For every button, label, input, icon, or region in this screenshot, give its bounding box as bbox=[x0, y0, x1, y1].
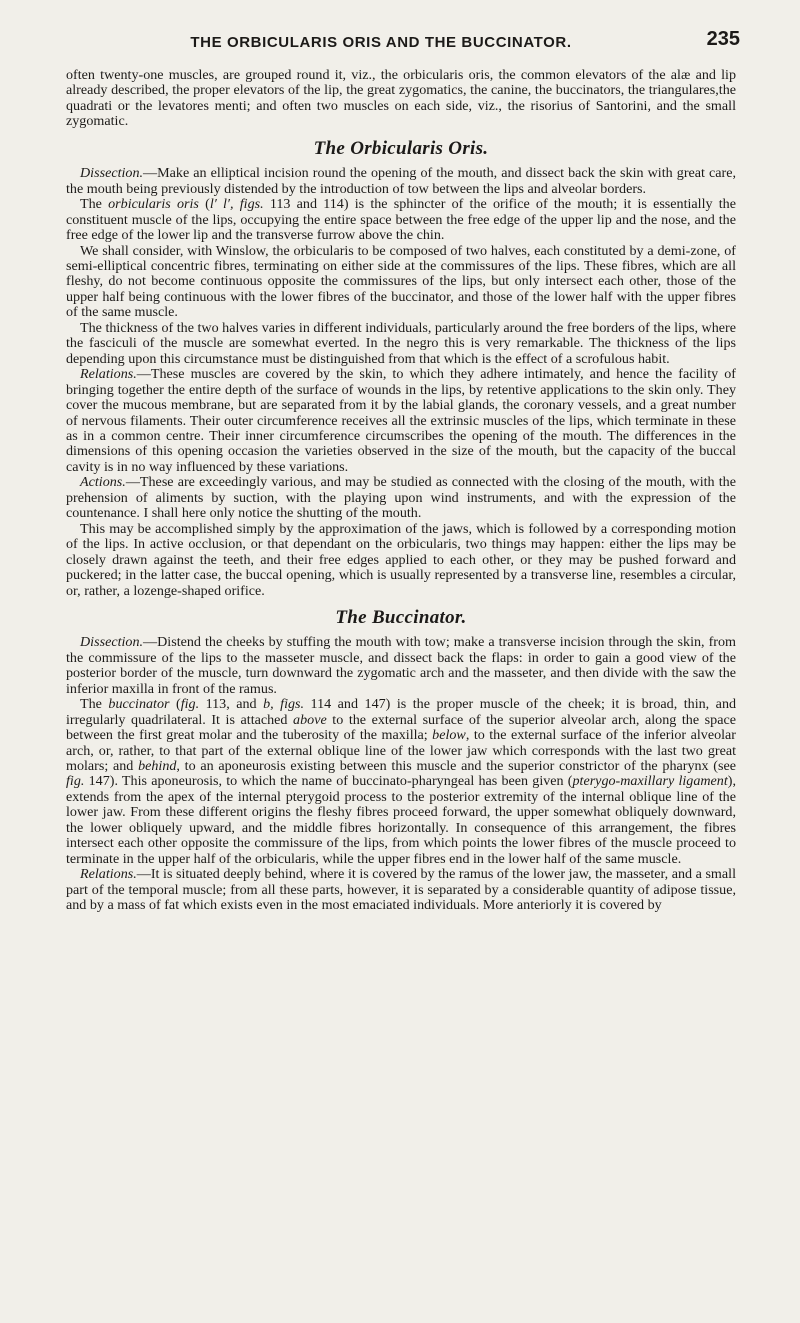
relations-label: Relations. bbox=[80, 866, 137, 883]
orbicularis-paragraph-1 bbox=[66, 197, 736, 243]
text-run: The bbox=[80, 696, 109, 713]
page-number: 235 bbox=[706, 28, 740, 50]
muscle-name: buccinator bbox=[108, 696, 170, 713]
text-run: 113, and bbox=[199, 696, 264, 713]
running-title: THE ORBICULARIS ORIS AND THE BUCCINATOR. bbox=[190, 34, 572, 51]
text-run: 147). This aponeurosis, to which the name of buccinato-pharyngeal has been given ( bbox=[84, 773, 573, 790]
text-run: ( bbox=[169, 696, 181, 713]
buccinator-dissection bbox=[66, 635, 736, 697]
orbicularis-dissection bbox=[66, 166, 736, 197]
relations-label: Relations. bbox=[80, 366, 137, 383]
figure-reference: l′ l′, figs. bbox=[209, 196, 264, 213]
page-body bbox=[66, 68, 736, 914]
dissection-label: Dissection. bbox=[80, 165, 144, 182]
emphasis: above bbox=[293, 711, 327, 728]
text-run: The bbox=[80, 196, 109, 213]
emphasis: behind bbox=[138, 758, 177, 775]
text-run: , to the external surface of the inferior alveolar arch, or, rather, to that part of the external oblique line of the lower jaw which corresponds with the last two great molars; and bbox=[66, 727, 736, 775]
orbicularis-paragraph-2: We shall consider, with Winslow, the orbicularis to be composed of two halves, each constituted by a demi-zone, of semi-elliptical concentric fibres, terminating on either side at the commissures of the lips. These fibres, which are all fleshy, do not become continuous opposite the commissures of the lips, but only intersect each other, those of the upper half being continuous with the lower fibres of the buccinator, and those of the lower half with the upper fibres of the same muscle. bbox=[66, 242, 736, 321]
text-run: to the external surface of the superior alveolar arch, along the space between the first great molar and the tuberosity of the maxilla; bbox=[66, 711, 736, 744]
figure-reference: b, figs. bbox=[263, 696, 305, 713]
orbicularis-paragraph-3: The thickness of the two halves varies in different individuals, particularly around the free borders of the lips, where the fasciculi of the muscle are somewhat everted. In the negro this is very remarkable. The thickness of the lips depending upon this circumstance must be distinguished from that which is the effect of a scrofulous habit. bbox=[66, 319, 736, 367]
dissection-text: —Distend the cheeks by stuffing the mouth with tow; make a transverse incision through the skin, from the commissure of the lips to the masseter muscle, and dissect back the flaps: in order to gain a good view of the posterior border of the muscle, turn downward the zygomatic arch and the masseter, and then divide with the saw the inferior maxilla in front of the ramus. bbox=[66, 634, 736, 697]
text-run: 114 and 147) is the proper muscle of the cheek; it is broad, thin, and irregularly quadrilateral. It is attached bbox=[66, 696, 737, 728]
intro-paragraph: often twenty-one muscles, are grouped round it, viz., the orbicularis oris, the common elevators of the alæ and lip already described, the proper elevators of the lip, the great zygomatics, the canine, the buccinators, the triangulares,the quadrati or the levatores menti; and often two muscles on each side, viz., the risorius of Santorini, and the small zygomatic. bbox=[66, 67, 736, 130]
text-run: ( bbox=[198, 196, 210, 213]
figure-reference: fig. bbox=[66, 773, 85, 790]
section-heading-buccinator: The Buccinator. bbox=[335, 606, 467, 628]
actions-label: Actions. bbox=[80, 474, 126, 491]
orbicularis-paragraph-4: This may be accomplished simply by the approximation of the jaws, which is followed by a corresponding motion of the lips. In active occlusion, or that dependant on the orbicularis, two things may happen: either the lips may be closely drawn against the teeth, and their free edges applied to each other, or they may be pushed forward and puckered; in the latter case, the buccal opening, which is usually represented by a transverse line, resembles a circular, or, rather, a lozenge-shaped orifice. bbox=[66, 520, 736, 599]
text-run: ), extends from the apex of the internal pterygoid process to the posterior extremity of the internal oblique line of the lower jaw. From these different origins the fleshy fibres proceed forward, the upper somewhat obliquely downward, the lower obliquely upward, and the middle fibres horizontally. In consequence of this arrangement, the fibres intersect each other opposite the commissure of the lips, from which points the lower fibres of the muscle proceed to terminate in the upper half of the orbicularis, while the upper fibres end in the lower half of the same muscle. bbox=[66, 773, 736, 867]
buccinator-relations bbox=[66, 867, 736, 913]
muscle-name: orbicularis oris bbox=[108, 196, 199, 213]
orbicularis-actions bbox=[66, 475, 736, 521]
running-header bbox=[66, 28, 740, 56]
relations-text: —It is situated deeply behind, where it is covered by the ramus of the lower jaw, the masseter, and a small part of the temporal muscle; from all these parts, however, it is separated by a considerable quantity of adipose tissue, and by a mass of fat which exists even in the most emaciated individuals. More anteriorly it is covered by bbox=[66, 866, 736, 914]
emphasis: below bbox=[432, 727, 466, 744]
ligament-name: pterygo-maxillary ligament bbox=[572, 773, 728, 790]
orbicularis-relations bbox=[66, 367, 736, 475]
text-run: 113 and 114) is the sphincter of the orifice of the mouth; it is essentially the constituent muscle of the lips, occupying the entire space between the free edge of the upper lip and the nose, and the free edge of the lower lip and the transverse furrow above the chin. bbox=[66, 196, 736, 244]
dissection-text: —Make an elliptical incision round the opening of the mouth, and dissect back the skin with great care, the mouth being previously distended by the introduction of tow between the lips and alveolar borders. bbox=[66, 165, 736, 197]
buccinator-paragraph-1 bbox=[66, 697, 736, 867]
relations-text: —These muscles are covered by the skin, to which they adhere intimately, and hence the facility of bringing together the entire depth of the surface of wounds in the lips, by retentive applications to the skin only. They cover the mucous membrane, but are separated from it by the labial glands, the coronary vessels, and a great number of nervous filaments. Their outer circumference receives all the extrinsic muscles of the lips, which terminate in these as in a common centre. Their inner circumference circumscribes the opening of the mouth. The differences in the dimensions of this opening occasion the varieties observed in the size of the mouth, but the capacity of the buccal cavity is in no way influenced by these variations. bbox=[66, 366, 736, 475]
actions-text: —These are exceedingly various, and may be studied as connected with the closing of the mouth, with the prehension of aliments by suction, with the playing upon wind instruments, and with the expression of the countenance. I shall here only notice the shutting of the mouth. bbox=[66, 474, 736, 522]
figure-reference: fig. bbox=[180, 696, 200, 713]
section-heading-orbicularis: The Orbicularis Oris. bbox=[313, 137, 489, 159]
text-run: , to an aponeurosis existing between this muscle and the superior constrictor of the pharynx (see bbox=[176, 758, 736, 775]
dissection-label: Dissection. bbox=[80, 634, 144, 651]
